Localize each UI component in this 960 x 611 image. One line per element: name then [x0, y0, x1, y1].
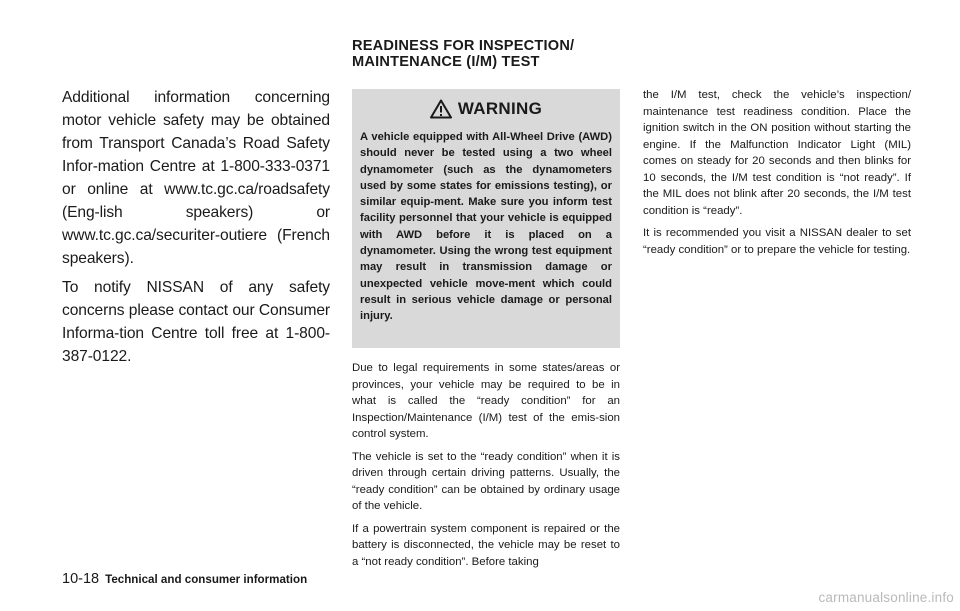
section-heading-line-2: MAINTENANCE (I/M) TEST	[352, 54, 540, 70]
left-column	[62, 86, 330, 374]
paragraph: the I/M test, check the vehicle’s inspection/ maintenance test readiness condition. Place the ignition switch in the ON position without starting the engine. If the Malfunction Indicator Light (MIL) comes on steady for 20 seconds and then blinks for 10 seconds, the I/M test condition is “not ready”. If the MIL does not blink after 20 seconds, the I/M test condition is “ready”.	[643, 89, 911, 217]
section-name: Technical and consumer information	[105, 573, 308, 586]
watermark: carmanualsonline.info	[818, 590, 954, 605]
paragraph: It is recommended you visit a NISSAN dealer to set “ready condition” or to prepare the vehicle for testing.	[643, 227, 911, 256]
middle-column	[352, 89, 620, 576]
page-number: 10-18	[62, 571, 100, 587]
warning-box	[352, 89, 620, 348]
warning-title: WARNING	[457, 99, 543, 118]
paragraph: If a powertrain system component is repaired or the battery is disconnected, the vehicle may be reset to a “not ready condition”. Before taking	[352, 522, 620, 568]
warning-triangle-icon	[430, 99, 452, 119]
warning-header	[360, 99, 612, 119]
middle-body	[352, 360, 620, 570]
right-column	[643, 87, 911, 264]
paragraph: Due to legal requirements in some states/areas or provinces, your vehicle may be required to be in what is called the “ready condition” for an Inspection/Maintenance (I/M) test of the emis-sion control system.	[352, 362, 620, 440]
warning-text: A vehicle equipped with All-Wheel Drive (AWD) should never be tested using a two wheel dynamometer (such as the dynamometers used by some states for emissions testing), or similar equip-ment. Make sure you inform test facility personnel that your vehicle is equipped with AWD before it is placed on a dynamometer. Using the wrong test equipment may result in transmission damage or unexpected vehicle move-ment which could result in serious vehicle damage or personal injury.	[360, 131, 612, 323]
section-heading	[352, 38, 652, 70]
section-heading-line-1: READINESS FOR INSPECTION/	[352, 38, 575, 54]
paragraph: The vehicle is set to the “ready condition” when it is driven through certain driving patterns. Usually, the “ready condition” can be obtained by ordinary usage of the vehicle.	[352, 450, 620, 512]
paragraph: Additional information concerning motor vehicle safety may be obtained from Transport Canada’s Road Safety Infor-mation Centre at 1-800-333-0371 or online at www.tc.gc.ca/roadsafety (Eng-lish speakers) or www.tc.gc.ca/securiter-outiere (French speakers).	[62, 89, 330, 267]
paragraph: To notify NISSAN of any safety concerns please contact our Consumer Informa-tion Centre toll free at 1-800-387-0122.	[62, 279, 330, 365]
page-footer	[62, 571, 307, 587]
